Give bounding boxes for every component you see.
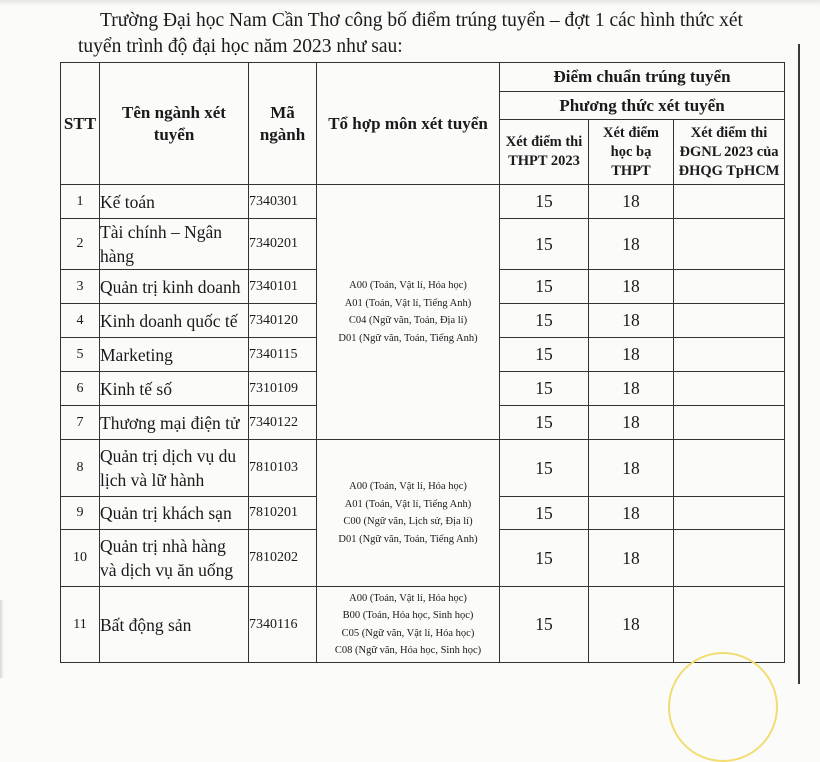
subject-combination: D01 (Ngữ văn, Toán, Tiếng Anh) bbox=[338, 332, 478, 344]
major-name-line-2: hàng bbox=[100, 246, 135, 266]
row-score-thpt: 15 bbox=[500, 185, 589, 219]
subject-combination: D01 (Ngữ văn, Toán, Tiếng Anh) bbox=[338, 533, 478, 545]
row-score-thpt: 15 bbox=[500, 497, 589, 530]
major-name-line-1: Marketing bbox=[100, 344, 173, 365]
row-score-thpt: 15 bbox=[500, 440, 589, 497]
row-score-hocba: 18 bbox=[589, 185, 674, 219]
row-score-dgnl bbox=[674, 185, 785, 219]
intro-line-1: Trường Đại học Nam Cần Thơ công bố điểm trúng tuyển – đợt 1 các hình thức xét bbox=[100, 10, 743, 31]
row-stt: 5 bbox=[61, 338, 100, 372]
row-score-hocba: 18 bbox=[589, 219, 674, 270]
row-score-thpt: 15 bbox=[500, 587, 589, 663]
row-stt: 9 bbox=[61, 497, 100, 530]
subject-combination: C00 (Ngữ văn, Lịch sử, Địa lí) bbox=[343, 516, 473, 527]
table-body bbox=[61, 185, 785, 663]
header-stt: STT bbox=[61, 63, 100, 185]
row-stt: 2 bbox=[61, 219, 100, 270]
row-stt: 6 bbox=[61, 372, 100, 406]
header-method-dgnl: Xét điểm thi ĐGNL 2023 của ĐHQG TpHCM bbox=[674, 120, 785, 185]
subject-combination: A01 (Toán, Vật lí, Tiếng Anh) bbox=[344, 297, 472, 309]
row-major-code: 7810201 bbox=[249, 497, 317, 530]
subject-combination: A00 (Toán, Vật lí, Hóa học) bbox=[349, 280, 467, 291]
intro-line-2: tuyển trình độ đại học năm 2023 như sau: bbox=[78, 36, 403, 57]
row-score-hocba: 18 bbox=[589, 338, 674, 372]
row-major-name bbox=[100, 587, 249, 663]
major-name-line-1: Quản trị khách sạn bbox=[100, 503, 232, 523]
header-method-thpt: Xét điểm thi THPT 2023 bbox=[500, 120, 589, 185]
page-right-edge bbox=[798, 44, 800, 684]
header-method: Phương thức xét tuyển bbox=[500, 92, 785, 120]
row-score-dgnl bbox=[674, 440, 785, 497]
row-score-hocba: 18 bbox=[589, 270, 674, 304]
subject-combination: C04 (Ngữ văn, Toán, Địa lí) bbox=[348, 315, 468, 326]
major-name-line-1: Bất động sản bbox=[100, 614, 192, 635]
watermark-circle bbox=[668, 652, 778, 762]
major-name-line-1: Quản trị dịch vụ du bbox=[100, 446, 237, 466]
row-score-dgnl bbox=[674, 304, 785, 338]
page-left-shadow bbox=[0, 600, 4, 678]
subject-combination: C05 (Ngữ văn, Vật lí, Hóa học) bbox=[341, 627, 475, 639]
row-major-code: 7340301 bbox=[249, 185, 317, 219]
major-name-line-2: lịch và lữ hành bbox=[100, 470, 205, 490]
row-major-name bbox=[100, 530, 249, 587]
major-name-line-1: Kinh doanh quốc tế bbox=[100, 310, 238, 331]
row-major-name bbox=[100, 219, 249, 270]
row-score-dgnl bbox=[674, 338, 785, 372]
row-major-name bbox=[100, 406, 249, 440]
row-score-thpt: 15 bbox=[500, 270, 589, 304]
row-major-name bbox=[100, 270, 249, 304]
row-stt: 1 bbox=[61, 185, 100, 219]
subject-combination: A00 (Toán, Vật lí, Hóa học) bbox=[349, 592, 467, 604]
intro-paragraph bbox=[78, 8, 798, 60]
subject-combination: B00 (Toán, Hóa học, Sinh học) bbox=[342, 610, 474, 621]
row-score-hocba: 18 bbox=[589, 372, 674, 406]
row-stt: 8 bbox=[61, 440, 100, 497]
row-major-code: 7340101 bbox=[249, 270, 317, 304]
page-top-edge bbox=[0, 0, 820, 6]
row-major-name bbox=[100, 338, 249, 372]
row-score-dgnl bbox=[674, 219, 785, 270]
row-stt: 7 bbox=[61, 406, 100, 440]
subject-combination: A00 (Toán, Vật lí, Hóa học) bbox=[349, 481, 467, 492]
row-score-thpt: 15 bbox=[500, 406, 589, 440]
row-score-dgnl bbox=[674, 497, 785, 530]
subject-combination: A01 (Toán, Vật lí, Tiếng Anh) bbox=[344, 498, 472, 510]
row-major-name bbox=[100, 372, 249, 406]
major-name-line-1: Quản trị kinh doanh bbox=[100, 276, 241, 297]
table-row bbox=[61, 440, 785, 497]
header-combo: Tổ hợp môn xét tuyển bbox=[317, 63, 500, 185]
row-score-thpt: 15 bbox=[500, 338, 589, 372]
row-major-code: 7340201 bbox=[249, 219, 317, 270]
major-name-line-1: Thương mại điện tử bbox=[100, 412, 240, 433]
major-name-line-2: và dịch vụ ăn uống bbox=[100, 560, 234, 580]
header-score-group: Điểm chuẩn trúng tuyển bbox=[500, 63, 785, 92]
row-score-hocba: 18 bbox=[589, 497, 674, 530]
header-name: Tên ngành xét tuyển bbox=[100, 63, 249, 185]
row-score-thpt: 15 bbox=[500, 530, 589, 587]
row-major-name bbox=[100, 497, 249, 530]
row-score-dgnl bbox=[674, 587, 785, 663]
row-score-dgnl bbox=[674, 372, 785, 406]
subject-combination: C08 (Ngữ văn, Hóa học, Sinh học) bbox=[334, 645, 482, 656]
row-major-name bbox=[100, 185, 249, 219]
row-stt: 10 bbox=[61, 530, 100, 587]
row-stt: 11 bbox=[61, 587, 100, 663]
row-subject-combinations bbox=[317, 587, 500, 663]
major-name-line-1: Kinh tế số bbox=[100, 378, 172, 399]
row-score-hocba: 18 bbox=[589, 304, 674, 338]
row-score-thpt: 15 bbox=[500, 219, 589, 270]
row-stt: 4 bbox=[61, 304, 100, 338]
row-score-hocba: 18 bbox=[589, 530, 674, 587]
header-code: Mã ngành bbox=[249, 63, 317, 185]
row-major-code: 7340116 bbox=[249, 587, 317, 663]
row-major-code: 7340122 bbox=[249, 406, 317, 440]
row-major-name bbox=[100, 304, 249, 338]
row-score-dgnl bbox=[674, 270, 785, 304]
row-score-dgnl bbox=[674, 406, 785, 440]
row-subject-combinations bbox=[317, 440, 500, 587]
row-major-code: 7310109 bbox=[249, 372, 317, 406]
row-major-code: 7810103 bbox=[249, 440, 317, 497]
header-method-hocba: Xét điểm học bạ THPT bbox=[589, 120, 674, 185]
row-major-code: 7340115 bbox=[249, 338, 317, 372]
table-row bbox=[61, 185, 785, 219]
major-name-line-1: Quản trị nhà hàng bbox=[100, 536, 226, 556]
row-major-name bbox=[100, 440, 249, 497]
admission-score-table bbox=[60, 62, 785, 663]
row-score-hocba: 18 bbox=[589, 587, 674, 663]
major-name-line-1: Tài chính – Ngân bbox=[100, 222, 222, 242]
row-score-thpt: 15 bbox=[500, 304, 589, 338]
table-row bbox=[61, 587, 785, 663]
row-score-thpt: 15 bbox=[500, 372, 589, 406]
row-major-code: 7340120 bbox=[249, 304, 317, 338]
row-score-dgnl bbox=[674, 530, 785, 587]
row-stt: 3 bbox=[61, 270, 100, 304]
row-major-code: 7810202 bbox=[249, 530, 317, 587]
row-score-hocba: 18 bbox=[589, 406, 674, 440]
major-name-line-1: Kế toán bbox=[100, 191, 155, 212]
row-subject-combinations bbox=[317, 185, 500, 440]
row-score-hocba: 18 bbox=[589, 440, 674, 497]
